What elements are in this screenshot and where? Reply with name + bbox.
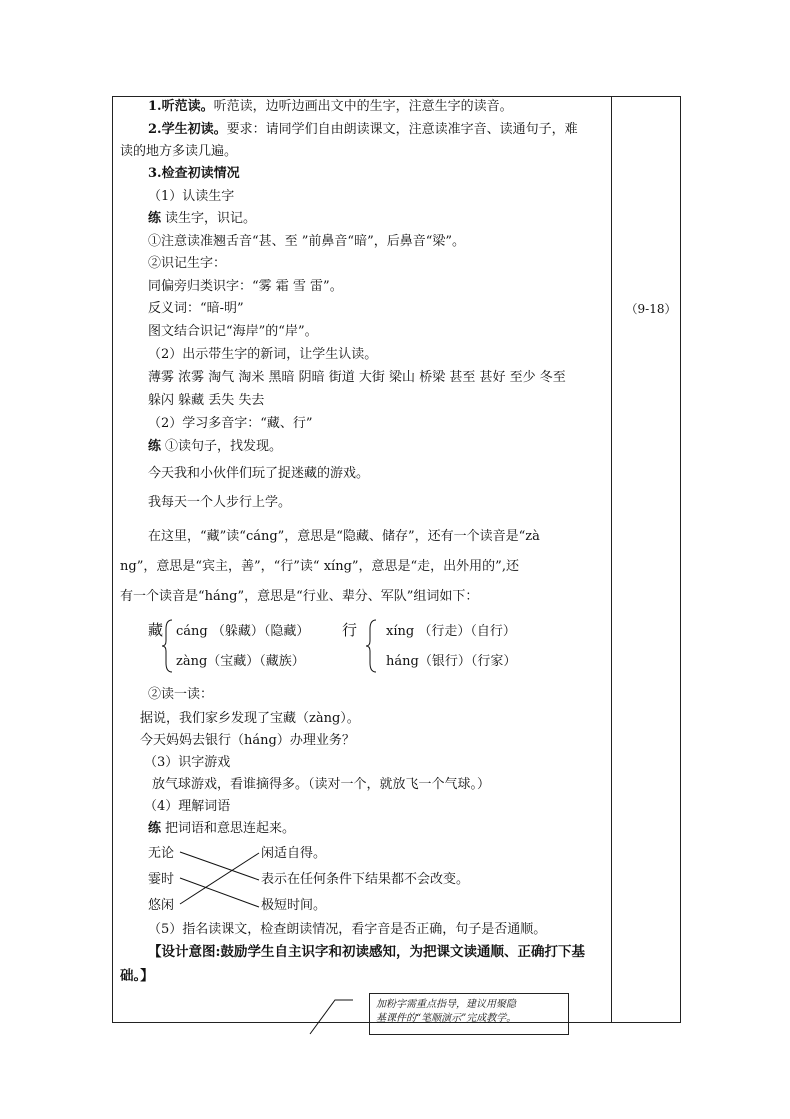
sub-5: （5）指名读课文，检查朗读情况，看字音是否正确，句子是否通顺。 — [148, 922, 547, 937]
game-desc: 放气球游戏，看谁摘得多。（读对一个，就放飞一个气球。） — [152, 777, 491, 792]
explain-1: 在这里，“藏”读“cáng”，意思是“隐藏、储存”，还有一个读音是“zà — [148, 529, 540, 544]
practice-1: 练 读生字，识记。 — [148, 211, 257, 226]
note-image: 图文结合识记“海岸”的“岸”。 — [148, 324, 318, 339]
cang-reading-1: cáng （躲藏）（隐藏） — [176, 624, 310, 639]
example-2: 今天妈妈去银行（háng）办理业务？ — [140, 733, 355, 748]
char-cang: 藏 — [148, 621, 164, 639]
word-list-2: 躲闪 躲藏 丢失 失去 — [148, 393, 265, 408]
match-left-1: 无论 — [148, 846, 175, 861]
step-3-heading: 3.检查初读情况 — [148, 166, 240, 181]
xing-reading-1: xíng （行走）（自行） — [386, 624, 516, 639]
design-intent-1: 【设计意图:鼓励学生自主识字和初读感知，为把课文读通顺、正确打下基 — [148, 944, 585, 960]
explain-2: ng”，意思是“宾主，善”，“行”读“ xíng”，意思是“走，出外用的”,还 — [120, 559, 519, 574]
match-right-3: 极短时间。 — [261, 898, 327, 913]
sub-2b: （2）学习多音字：“藏、行” — [148, 416, 313, 431]
design-intent-2: 础。】 — [120, 968, 154, 984]
sentence-2: 我每天一个人步行上学。 — [148, 495, 292, 510]
callout-line-2: 基课件的“笔顺演示”完成教学。 — [376, 1013, 517, 1024]
step-2-cont: 读的地方多读几遍。 — [120, 144, 238, 159]
note-memorize: ②识记生字： — [148, 256, 227, 271]
sub-4: （4）理解词语 — [144, 799, 231, 814]
example-1: 据说，我们家乡发现了宝藏（zàng）。 — [140, 711, 360, 726]
match-left-3: 悠闲 — [148, 898, 175, 913]
explain-3: 有一个读音是“háng”，意思是“行业、辈分、军队”组词如下： — [120, 589, 479, 604]
practice-tag: 练 — [148, 821, 162, 836]
cang-reading-2: zàng（宝藏）（藏族） — [176, 654, 305, 669]
practice-2: 练 ①读句子，找发现。 — [148, 439, 283, 454]
sub-2: （2）出示带生字的新词，让学生认读。 — [148, 347, 378, 362]
word-list-1: 薄雾 浓雾 淘气 淘米 黑暗 阴暗 街道 大街 梁山 桥梁 甚至 甚好 至少 冬至 — [148, 370, 566, 385]
sub-3: （3）识字游戏 — [144, 755, 231, 770]
sub-1: （1）认读生字 — [148, 189, 235, 204]
practice-tag: 练 — [148, 211, 162, 226]
note-pronounce: ①注意读准翘舌音“甚、至 ”前鼻音“暗”，后鼻音“梁”。 — [148, 234, 466, 249]
step-2: 2.学生初读。要求：请同学们自由朗读课文，注意读准字音、读通句子，难 — [148, 122, 578, 137]
callout-line-1: 加粉字需重点指导，建议用聚隐 — [376, 999, 516, 1010]
char-xing: 行 — [342, 621, 358, 639]
read-aloud: ②读一读： — [148, 687, 214, 702]
note-radical: 同偏旁归类识字：“雾 霜 雪 雷”。 — [148, 279, 343, 294]
match-left-2: 霎时 — [148, 872, 175, 887]
sentence-1: 今天我和小伙伴们玩了捉迷藏的游戏。 — [148, 466, 370, 481]
match-right-1: 闲适自得。 — [261, 846, 327, 861]
teaching-tip-callout — [369, 993, 569, 1035]
practice-3: 练 把词语和意思连起来。 — [148, 821, 296, 836]
time-note: （9-18） — [625, 302, 677, 316]
step-1: 1.听范读。听范读，边听边画出文中的生字，注意生字的读音。 — [148, 99, 513, 114]
match-right-2: 表示在任何条件下结果都不会改变。 — [261, 872, 470, 887]
xing-reading-2: háng（银行）（行家） — [386, 654, 517, 669]
practice-tag: 练 — [148, 439, 162, 454]
note-antonym: 反义词：“暗-明” — [148, 301, 244, 316]
